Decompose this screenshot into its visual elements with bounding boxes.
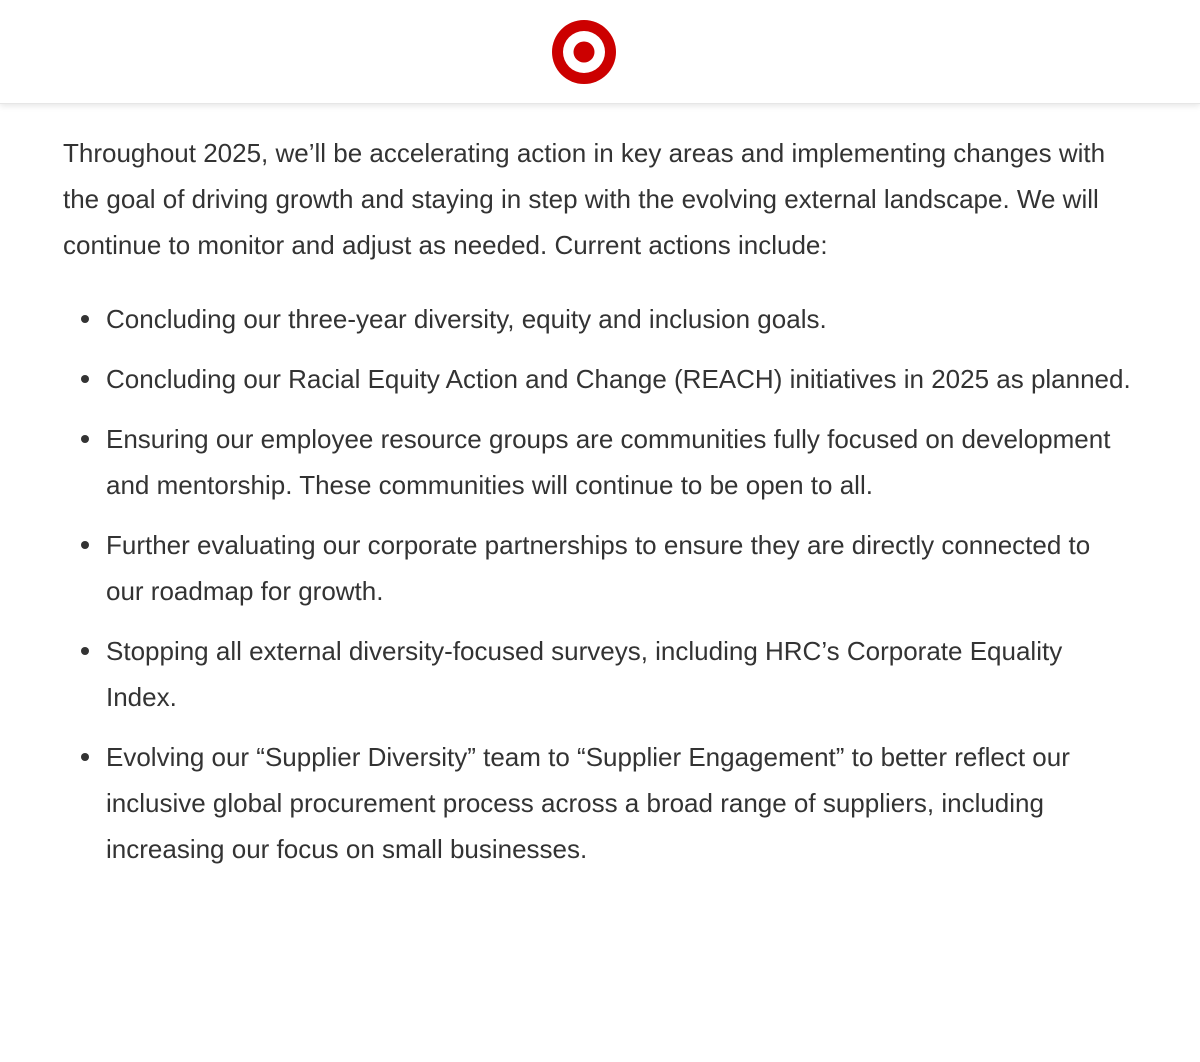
list-item-text: Ensuring our employee resource groups are communities fully focused on development and mentorship. These communities will continue to be open to all.: [106, 424, 1111, 500]
bullet-icon: [81, 753, 89, 761]
target-bullseye-icon[interactable]: [552, 20, 616, 84]
article-body: [63, 130, 1133, 886]
bullet-icon: [81, 541, 89, 549]
bullet-icon: [81, 647, 89, 655]
list-item-text: Stopping all external diversity-focused surveys, including HRC’s Corporate Equality Index.: [106, 636, 1063, 712]
list-item: [63, 628, 1133, 720]
list-item: [63, 416, 1133, 508]
list-item-text: Evolving our “Supplier Diversity” team to “Supplier Engagement” to better reflect our inclusive global procurement process across a broad range of suppliers, including increasing our focus on small businesses.: [106, 742, 1070, 864]
list-item-text: Concluding our Racial Equity Action and Change (REACH) initiatives in 2025 as planned.: [106, 364, 1131, 394]
list-item: [63, 522, 1133, 614]
list-item: [63, 296, 1133, 342]
bullet-icon: [81, 315, 89, 323]
list-item: [63, 734, 1133, 872]
bullet-icon: [81, 375, 89, 383]
bullet-icon: [81, 435, 89, 443]
site-header: [0, 0, 1200, 104]
list-item-text: Concluding our three-year diversity, equity and inclusion goals.: [106, 304, 827, 334]
list-item: [63, 356, 1133, 402]
intro-paragraph: Throughout 2025, we’ll be accelerating action in key areas and implementing changes with the goal of driving growth and staying in step with the evolving external landscape. We will continue to monitor and adjust as needed. Current actions include:: [63, 138, 1106, 260]
list-item-text: Further evaluating our corporate partnerships to ensure they are directly connected to our roadmap for growth.: [106, 530, 1091, 606]
actions-list: [63, 296, 1133, 872]
